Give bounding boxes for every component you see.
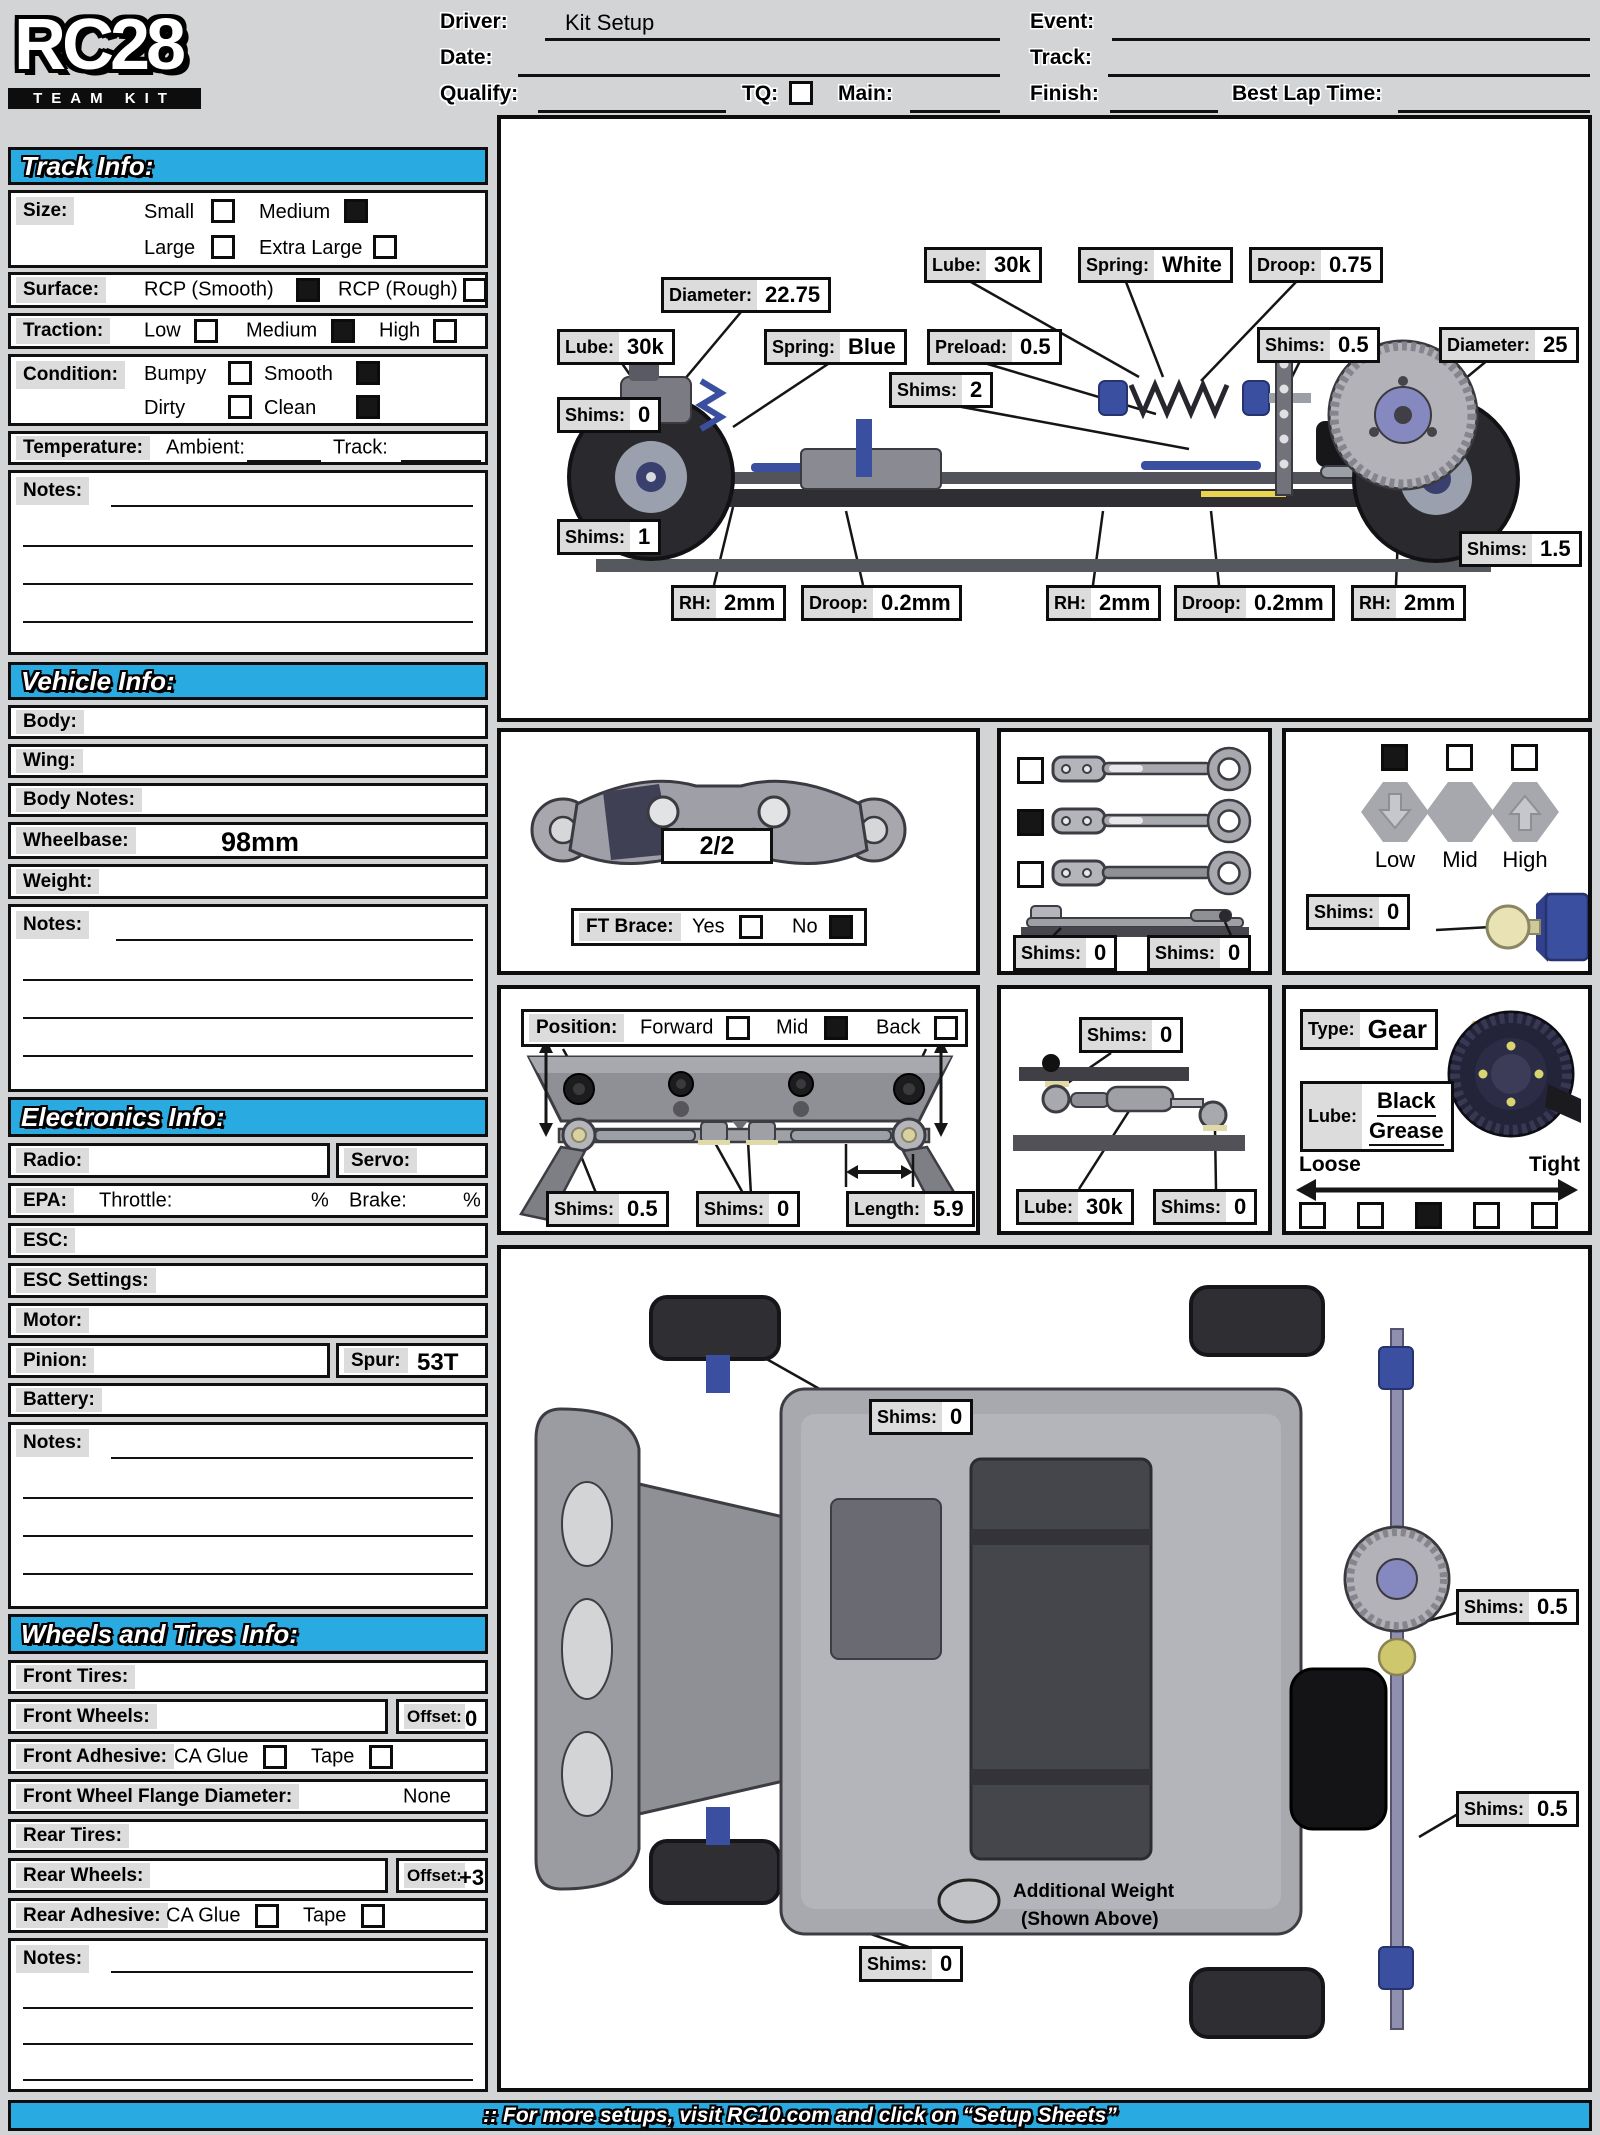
front-flange-row [8, 1779, 488, 1814]
rear-ride-height-tag: RH: 2mm [1351, 585, 1466, 621]
front-offset-value: 0 [465, 1706, 478, 1731]
electronics-notes-box[interactable] [8, 1422, 488, 1609]
surface-option-rough: RCP (Rough) [338, 278, 458, 301]
position-label: Position: [529, 1014, 624, 1042]
track-temp-label: Track: [333, 436, 388, 459]
brake-unit: % [463, 1189, 481, 1211]
diff-tightness-5-checkbox[interactable] [1531, 1202, 1558, 1229]
camber-link-option2-checkbox[interactable] [1017, 809, 1044, 836]
electronics-info-header: Electronics Info: [8, 1097, 488, 1137]
size-large-checkbox[interactable] [211, 235, 235, 259]
traction-high-checkbox[interactable] [433, 319, 457, 343]
size-option-small: Small [144, 201, 195, 223]
center-droop-tag: Droop: 0.75 [1249, 247, 1383, 283]
preload-tag: Preload: 0.5 [927, 329, 1062, 365]
esc-row[interactable] [8, 1223, 488, 1258]
finish-label: Finish: [1030, 82, 1099, 105]
size-option-medium: Medium [259, 201, 331, 223]
condition-smooth-checkbox[interactable] [356, 361, 380, 385]
ft-brace-row [571, 908, 867, 946]
diff-lube-value: Black Grease [1362, 1084, 1451, 1149]
date-label: Date: [440, 46, 493, 69]
ft-brace-yes-checkbox[interactable] [739, 915, 763, 939]
spur-value: 53T [417, 1349, 459, 1376]
front-tape-checkbox[interactable] [369, 1745, 393, 1769]
notes-line [23, 1497, 473, 1499]
condition-dirty-checkbox[interactable] [228, 395, 252, 419]
track-info-header: Track Info: [8, 147, 488, 185]
arm-shims-outer-tag: Shims: 0.5 [546, 1191, 669, 1227]
notes-line [23, 1535, 473, 1537]
rear-tape-checkbox[interactable] [361, 1904, 385, 1928]
rear-offset-value: +3 [459, 1865, 485, 1890]
additional-weight-note: (Shown Above) [1021, 1909, 1159, 1930]
wheels-info-header: Wheels and Tires Info: [8, 1614, 488, 1654]
notes-line [23, 979, 473, 981]
vehicle-info-header: Vehicle Info: [8, 662, 488, 700]
topview-shims-rear-upper-tag: Shims: 0.5 [1456, 1589, 1579, 1625]
front-tire-diameter-tag: Diameter: 22.75 [661, 277, 831, 313]
spur-label: Spur: [344, 1348, 408, 1373]
motor-row[interactable] [8, 1303, 488, 1338]
condition-option-bumpy: Bumpy [144, 363, 207, 385]
tq-checkbox[interactable] [789, 81, 813, 105]
side-damper-panel [997, 985, 1272, 1235]
traction-option-high: High [379, 319, 421, 342]
diff-tightness-2-checkbox[interactable] [1357, 1202, 1384, 1229]
condition-bumpy-checkbox[interactable] [228, 361, 252, 385]
pinion-label: Pinion: [16, 1348, 94, 1373]
notes-line [23, 583, 473, 585]
ft-brace-no-label: No [792, 915, 818, 938]
diff-loose-label: Loose [1299, 1153, 1361, 1176]
body-label: Body: [16, 710, 84, 734]
logo-text: RC28 [14, 5, 183, 85]
chassis-side-view-diagram [501, 119, 1588, 718]
rear-tape-label: Tape [303, 1904, 347, 1926]
notes-line [23, 2079, 473, 2081]
size-option-large: Large [144, 237, 196, 259]
main-label: Main: [838, 82, 893, 105]
notes-line [111, 505, 473, 507]
driver-label: Driver: [440, 10, 508, 33]
ambient-label: Ambient: [166, 436, 245, 459]
traction-row [8, 313, 488, 349]
track-label: Track: [1030, 46, 1092, 69]
topview-shims-rear-lower-tag: Shims: 0.5 [1456, 1791, 1579, 1827]
motor-label: Motor: [16, 1308, 89, 1333]
arm-shims-inner-tag: Shims: 0 [696, 1191, 800, 1227]
notes-line [23, 2007, 473, 2009]
arm-mount-part-box [661, 828, 773, 864]
ft-brace-no-checkbox[interactable] [829, 915, 853, 939]
ballstud-shims-tag: Shims: 0 [1306, 894, 1410, 930]
notes-line [23, 1573, 473, 1575]
rear-whe els-row[interactable] [8, 1858, 388, 1893]
tower-shims-tag: Shims: 0.5 [1257, 327, 1380, 363]
front-lower-shims-tag: Shims: 1 [557, 519, 661, 555]
diff-lube-tag: Lube: Black Grease [1300, 1081, 1454, 1152]
front-droop-tag: Droop: 0.2mm [801, 585, 962, 621]
surface-smooth-checkbox[interactable] [296, 278, 320, 302]
link-shims-right-tag: Shims: 0 [1147, 935, 1251, 971]
event-label: Event: [1030, 10, 1095, 33]
notes-line [111, 1457, 473, 1459]
vehicle-notes-box[interactable] [8, 904, 488, 1092]
link-shims-left-tag: Shims: 0 [1013, 935, 1117, 971]
front-tires-row[interactable] [8, 1660, 488, 1694]
size-row [8, 190, 488, 268]
finish-line[interactable] [1110, 110, 1218, 113]
front-ride-height-tag: RH: 2mm [671, 585, 786, 621]
radio-label: Radio: [16, 1148, 89, 1173]
front-flange-value: None [403, 1785, 451, 1807]
traction-low-checkbox[interactable] [194, 319, 218, 343]
notes-line [116, 939, 473, 941]
roll-high-label: High [1502, 847, 1548, 872]
brake-label: Brake: [349, 1189, 407, 1211]
rear-adhesive-label: Rear Adhesive: [16, 1903, 168, 1928]
temperature-label: Temperature: [16, 436, 150, 460]
size-option-extra-large: Extra Large [259, 237, 363, 259]
size-extra-large-checkbox[interactable] [373, 235, 397, 259]
chassis-side-view-panel [497, 115, 1592, 722]
track-notes-box[interactable] [8, 470, 488, 655]
topview-shims-front-tag: Shims: 0 [869, 1399, 973, 1435]
center-shock-lube-tag: Lube: 30k [924, 247, 1042, 283]
diff-tightness-3-checkbox[interactable] [1415, 1202, 1442, 1229]
surface-row [8, 272, 488, 308]
rear-tires-label: Rear Tires: [16, 1824, 129, 1848]
mid-ride-height-tag: RH: 2mm [1046, 585, 1161, 621]
best-lap-line[interactable] [1398, 110, 1590, 113]
front-brace-panel [497, 728, 980, 975]
roll-low-checkbox[interactable] [1381, 744, 1408, 771]
qualify-label: Qualify: [440, 82, 519, 105]
wheels-notes-label: Notes: [16, 1945, 89, 1973]
topview-shims-bottom-tag: Shims: 0 [859, 1946, 963, 1982]
position-back-label: Back [876, 1016, 921, 1039]
roll-high-checkbox[interactable] [1511, 744, 1538, 771]
size-small-checkbox[interactable] [211, 199, 235, 223]
chassis-top-view-panel [497, 1245, 1592, 2092]
battery-row[interactable] [8, 1383, 488, 1417]
arm-length-tag: Length: 5.9 [846, 1191, 975, 1227]
camber-link-option3-checkbox[interactable] [1017, 861, 1044, 888]
spur-row [336, 1343, 488, 1378]
driver-line[interactable] [545, 38, 1000, 41]
event-line[interactable] [1112, 38, 1590, 41]
weight-label: Weight: [16, 869, 99, 894]
rear-wheels-label: Rear Wheels: [16, 1863, 150, 1888]
ft-brace-yes-label: Yes [692, 915, 725, 938]
radio-row[interactable] [8, 1143, 330, 1178]
tq-label: TQ: [742, 82, 779, 105]
body-row[interactable] [8, 705, 488, 739]
condition-row [8, 354, 488, 426]
position-mid-label: Mid [776, 1016, 809, 1039]
track-notes-label: Notes: [16, 477, 89, 505]
position-mid-checkbox[interactable] [824, 1016, 848, 1040]
notes-line [111, 1971, 473, 1973]
position-row [521, 1009, 968, 1047]
traction-option-medium: Medium [246, 319, 318, 342]
size-label: Size: [16, 197, 74, 225]
traction-label: Traction: [16, 318, 110, 344]
wing-label: Wing: [16, 749, 83, 773]
esc-settings-label: ESC Settings: [16, 1268, 156, 1293]
diff-tightness-1-checkbox[interactable] [1299, 1202, 1326, 1229]
driver-value: Kit Setup [565, 10, 655, 35]
epa-label: EPA: [16, 1188, 74, 1213]
front-tires-label: Front Tires: [16, 1665, 135, 1689]
front-wheels-row[interactable] [8, 1699, 388, 1734]
epa-row [8, 1183, 488, 1218]
electronics-notes-label: Notes: [16, 1429, 89, 1457]
battery-label: Battery: [16, 1388, 102, 1412]
front-wheels-label: Front Wheels: [16, 1704, 157, 1729]
rear-offset-row [396, 1858, 488, 1893]
surface-option-smooth: RCP (Smooth) [144, 278, 274, 301]
ft-brace-label: FT Brace: [579, 913, 681, 941]
body-notes-row[interactable] [8, 783, 488, 817]
condition-option-smooth: Smooth [264, 363, 333, 385]
throttle-label: Throttle: [99, 1189, 173, 1211]
temperature-row [8, 431, 488, 465]
surface-label: Surface: [16, 277, 106, 303]
diff-tightness-4-checkbox[interactable] [1473, 1202, 1500, 1229]
front-flange-label: Front Wheel Flange Diameter: [16, 1784, 299, 1809]
rear-ca-glue-label: CA Glue [166, 1904, 241, 1926]
size-medium-checkbox[interactable] [344, 199, 368, 223]
wing-row[interactable] [8, 744, 488, 778]
camber-link-panel [997, 728, 1272, 975]
front-spring-tag: Spring: Blue [764, 329, 907, 365]
front-tape-label: Tape [311, 1745, 355, 1767]
notes-line [23, 2043, 473, 2045]
front-offset-label: Offset: [404, 1704, 465, 1729]
footer-bar [8, 2100, 1592, 2131]
notes-line [23, 1055, 473, 1057]
damper-lube-tag: Lube: 30k [1016, 1189, 1134, 1225]
body-notes-label: Body Notes: [16, 788, 142, 812]
position-forward-label: Forward [640, 1016, 714, 1039]
camber-link-option1-checkbox[interactable] [1017, 757, 1044, 784]
wheelbase-row [8, 822, 488, 859]
servo-row[interactable] [336, 1143, 488, 1178]
track-temp-line[interactable] [401, 460, 481, 462]
ambient-line[interactable] [247, 460, 321, 462]
front-ca-glue-checkbox[interactable] [263, 1745, 287, 1769]
logo-subtext: TEAM KIT [8, 88, 201, 109]
chassis-top-view-diagram [501, 1249, 1588, 2088]
servo-label: Servo: [344, 1148, 417, 1173]
damper-shims-bottom-tag: Shims: 0 [1153, 1189, 1257, 1225]
main-line[interactable] [910, 110, 1000, 113]
rear-ca-glue-checkbox[interactable] [255, 1904, 279, 1928]
wheelbase-label: Wheelbase: [16, 827, 136, 854]
condition-option-clean: Clean [264, 397, 317, 419]
condition-clean-checkbox[interactable] [356, 395, 380, 419]
notes-line [23, 1017, 473, 1019]
date-line[interactable] [518, 74, 1000, 77]
roll-center-panel [1282, 728, 1592, 975]
vehicle-notes-label: Notes: [16, 911, 89, 939]
diff-type-tag: Type: Gear [1300, 1009, 1438, 1050]
traction-option-low: Low [144, 319, 181, 342]
front-ca-glue-label: CA Glue [174, 1745, 249, 1767]
rear-adhesive-row [8, 1898, 488, 1933]
footer-text: :: For more setups, visit RC10.com and click on “Setup Sheets” [483, 2103, 1117, 2127]
qualify-line[interactable] [538, 110, 726, 113]
roll-mid-label: Mid [1442, 847, 1478, 872]
front-adhesive-row [8, 1739, 488, 1774]
condition-label: Condition: [16, 361, 125, 389]
traction-medium-checkbox[interactable] [331, 319, 355, 343]
throttle-unit: % [311, 1189, 329, 1211]
diff-tight-label: Tight [1529, 1153, 1580, 1176]
rear-shims-tag: Shims: 1.5 [1459, 531, 1582, 567]
arm-mount-part-value: 2/2 [699, 831, 735, 860]
roll-mid-checkbox[interactable] [1446, 744, 1473, 771]
condition-option-dirty: Dirty [144, 397, 186, 419]
track-line[interactable] [1108, 74, 1590, 77]
notes-line [23, 621, 473, 623]
front-upper-shims-tag: Shims: 0 [557, 397, 661, 433]
center-shock-spring-tag: Spring: White [1078, 247, 1233, 283]
app-logo [8, 2, 201, 108]
damper-shims-top-tag: Shims: 0 [1079, 1017, 1183, 1053]
spring-shims-tag: Shims: 2 [889, 372, 993, 408]
front-adhesive-label: Front Adhesive: [16, 1744, 174, 1769]
front-shock-lube-tag: Lube: 30k [557, 329, 675, 365]
roll-low-label: Low [1374, 847, 1416, 872]
weight-row[interactable] [8, 864, 488, 899]
esc-settings-row[interactable] [8, 1263, 488, 1298]
diff-panel [1282, 985, 1592, 1235]
rear-tire-diameter-tag: Diameter: 25 [1439, 327, 1579, 363]
position-back-checkbox[interactable] [934, 1016, 958, 1040]
front-offset-row [396, 1699, 488, 1734]
rear-offset-label: Offset: [404, 1863, 465, 1888]
notes-line [23, 545, 473, 547]
mid-droop-tag: Droop: 0.2mm [1174, 585, 1335, 621]
wheels-notes-box[interactable] [8, 1938, 488, 2092]
surface-rough-checkbox[interactable] [463, 278, 487, 302]
rear-arm-position-panel [497, 985, 980, 1235]
position-forward-checkbox[interactable] [726, 1016, 750, 1040]
wheelbase-value: 98mm [221, 827, 300, 857]
best-lap-label: Best Lap Time: [1232, 82, 1383, 105]
rear-tires-row[interactable] [8, 1819, 488, 1853]
pinion-row[interactable] [8, 1343, 330, 1378]
additional-weight-label: Additional Weight [1013, 1881, 1175, 1902]
esc-label: ESC: [16, 1228, 75, 1253]
